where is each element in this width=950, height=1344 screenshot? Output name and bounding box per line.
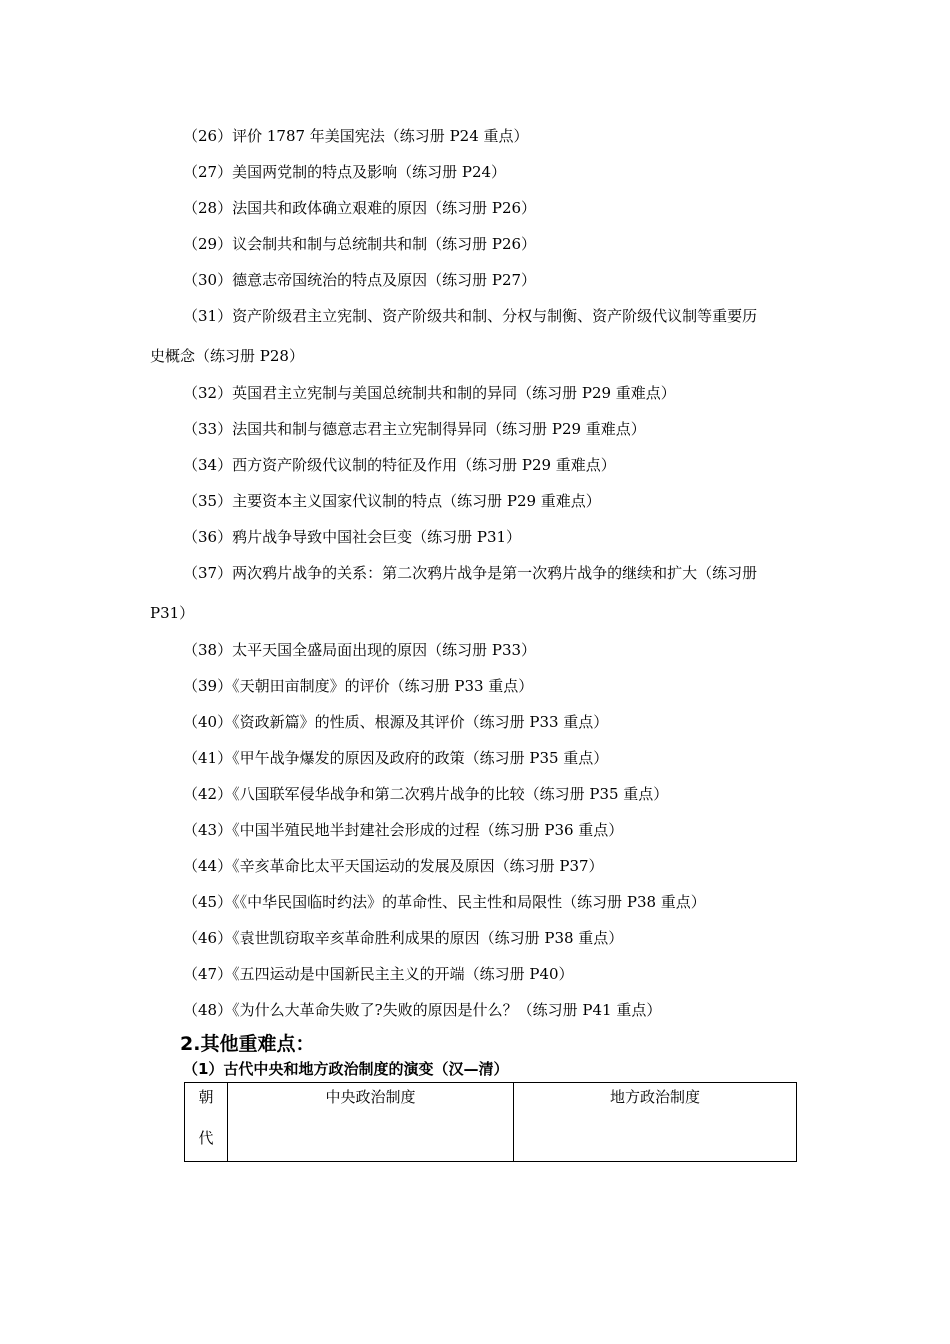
list-item: （36）鸦片战争导致中国社会巨变（练习册 P31） <box>183 528 522 546</box>
list-item: （27）美国两党制的特点及影响（练习册 P24） <box>183 163 507 181</box>
dynasty-label-char: 代 <box>198 1129 214 1147</box>
list-item: （37）两次鸦片战争的关系：第二次鸦片战争是第一次鸦片战争的继续和扩大（练习册 <box>183 564 758 582</box>
dynasty-label-char: 朝 <box>198 1088 214 1106</box>
list-item: （47）《五四运动是中国新民主主义的开端（练习册 P40） <box>183 965 574 983</box>
list-item: （26）评价 1787 年美国宪法（练习册 P24 重点） <box>183 127 529 145</box>
list-item: （43）《中国半殖民地半封建社会形成的过程（练习册 P36 重点） <box>183 821 624 839</box>
list-item: （45）《《中华民国临时约法》的革命性、民主性和局限性（练习册 P38 重点） <box>183 893 706 911</box>
list-item: （39）《天朝田亩制度》的评价（练习册 P33 重点） <box>183 677 534 695</box>
list-item: （46）《袁世凯窃取辛亥革命胜利成果的原因（练习册 P38 重点） <box>183 929 624 947</box>
local-system-header: 地方政治制度 <box>514 1083 797 1162</box>
list-item: （44）《辛亥革命比太平天国运动的发展及原因（练习册 P37） <box>183 857 604 875</box>
list-item: （41）《甲午战争爆发的原因及政府的政策（练习册 P35 重点） <box>183 749 609 767</box>
list-item: （42）《八国联军侵华战争和第二次鸦片战争的比较（练习册 P35 重点） <box>183 785 669 803</box>
list-item: （33）法国共和制与德意志君主立宪制得异同（练习册 P29 重难点） <box>183 420 646 438</box>
list-item: （29）议会制共和制与总统制共和制（练习册 P26） <box>183 235 537 253</box>
central-system-header: 中央政治制度 <box>228 1083 514 1162</box>
list-item: （40）《资政新篇》的性质、根源及其评价（练习册 P33 重点） <box>183 713 609 731</box>
list-item: （35）主要资本主义国家代议制的特点（练习册 P29 重难点） <box>183 492 601 510</box>
list-item-continuation: 史概念（练习册 P28） <box>150 347 304 365</box>
table-row <box>185 1083 797 1162</box>
list-item: （48）《为什么大革命失败了?失败的原因是什么？（练习册 P41 重点） <box>183 1001 662 1019</box>
list-item: （30）德意志帝国统治的特点及原因（练习册 P27） <box>183 271 537 289</box>
list-item: （28）法国共和政体确立艰难的原因（练习册 P26） <box>183 199 537 217</box>
list-item: （38）太平天国全盛局面出现的原因（练习册 P33） <box>183 641 537 659</box>
dynasty-cell <box>185 1083 228 1162</box>
section-heading: 2.其他重难点： <box>180 1033 315 1055</box>
comparison-table <box>184 1082 797 1162</box>
list-item: （34）西方资产阶级代议制的特征及作用（练习册 P29 重难点） <box>183 456 616 474</box>
list-item-continuation: P31） <box>150 604 195 622</box>
list-item: （32）英国君主立宪制与美国总统制共和制的异同（练习册 P29 重难点） <box>183 384 676 402</box>
section-subheading: （1）古代中央和地方政治制度的演变（汉—清） <box>183 1060 509 1078</box>
list-item: （31）资产阶级君主立宪制、资产阶级共和制、分权与制衡、资产阶级代议制等重要历 <box>183 307 758 325</box>
